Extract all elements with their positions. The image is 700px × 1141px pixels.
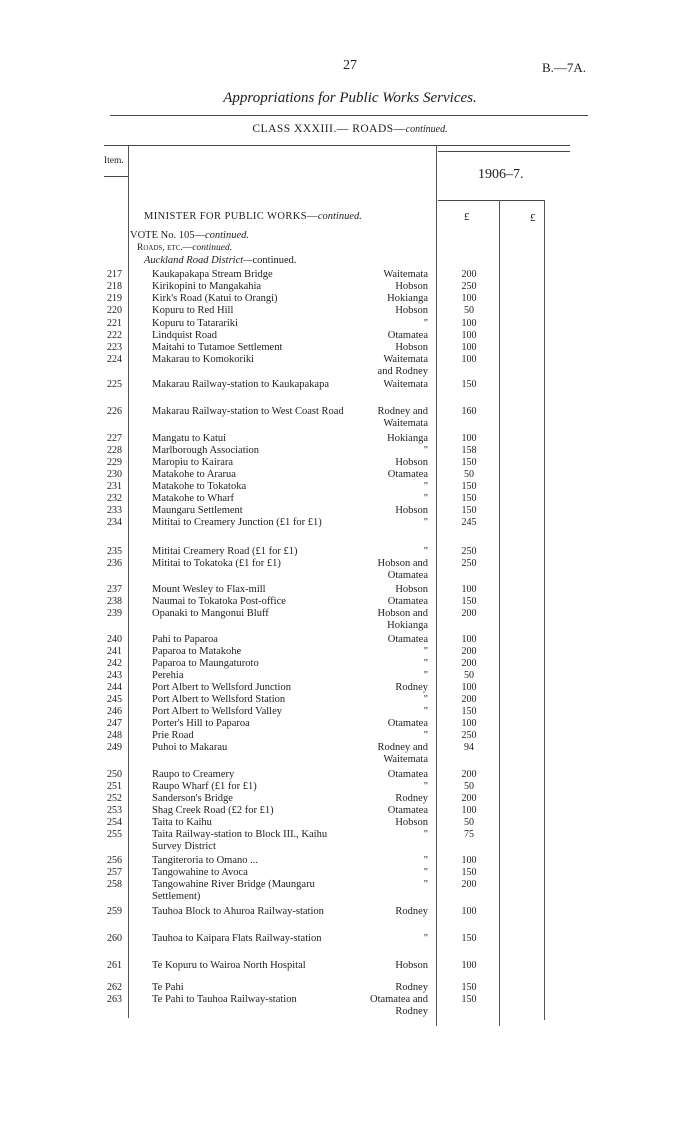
- road-name: Tauhoa to Kaipara Flats Railway-station: [152, 933, 322, 944]
- road-name: Mititai Creamery Road (£1 for £1): [152, 546, 298, 557]
- item-number: 254: [107, 817, 122, 828]
- amount: 150: [461, 379, 477, 390]
- road-name: Matakohe to Wharf: [152, 493, 235, 504]
- road-name: Prie Road: [152, 730, 194, 741]
- vote-heading-continued: continued.: [204, 230, 249, 241]
- item-number: 217: [107, 269, 122, 280]
- county: ": [423, 879, 428, 890]
- county: ": [423, 445, 428, 456]
- amount: 100: [461, 330, 477, 341]
- county: Hobson: [395, 342, 428, 353]
- item-number: 232: [107, 493, 122, 504]
- page-number: 27: [343, 58, 357, 73]
- county: Hobson and Hokianga: [377, 608, 428, 631]
- item-number: 241: [107, 646, 122, 657]
- amount: 200: [461, 879, 477, 890]
- item-number: 257: [107, 867, 122, 878]
- road-name: Marlborough Association: [152, 445, 260, 456]
- county: Hobson: [395, 584, 428, 595]
- road-name: Te Pahi: [152, 982, 184, 993]
- item-number: 240: [107, 634, 122, 645]
- item-number: 235: [107, 546, 122, 557]
- road-name: Port Albert to Wellsford Junction: [152, 682, 291, 693]
- road-name: Makarau Railway-station to West Coast Road: [152, 406, 344, 417]
- class-heading-continued: continued.: [405, 124, 448, 135]
- county: Waitemata: [383, 269, 428, 280]
- amount: 100: [461, 805, 477, 816]
- class-heading-text: CLASS XXXIII.— ROADS—: [252, 123, 406, 135]
- amount: 100: [461, 354, 477, 365]
- county: Hobson: [395, 960, 428, 971]
- road-name: Te Kopuru to Wairoa North Hospital: [152, 960, 306, 971]
- item-number: 256: [107, 855, 122, 866]
- road-name: Taita to Kaihu: [152, 817, 212, 828]
- road-name: Matakohe to Tokatoka: [152, 481, 247, 492]
- item-number: 236: [107, 558, 122, 569]
- road-name: Tangiteroria to Omano ...: [152, 855, 258, 866]
- county: ": [423, 318, 428, 329]
- amount: 50: [464, 305, 474, 316]
- amount: 100: [461, 855, 477, 866]
- item-header: Item.: [104, 156, 124, 166]
- amount: 158: [461, 445, 477, 456]
- item-number: 253: [107, 805, 122, 816]
- amount: 100: [461, 293, 477, 304]
- county: Hobson: [395, 817, 428, 828]
- road-name: Makarau Railway-station to Kaukapakapa: [152, 379, 329, 390]
- item-number: 223: [107, 342, 122, 353]
- county: Hokianga: [387, 293, 428, 304]
- road-name: Shag Creek Road (£2 for £1): [152, 805, 274, 816]
- document-reference: B.—7A.: [541, 60, 586, 75]
- item-number: 230: [107, 469, 122, 480]
- item-number: 252: [107, 793, 122, 804]
- amount: 50: [464, 781, 474, 792]
- county: ": [423, 829, 428, 840]
- road-name: Mount Wesley to Flax-mill: [152, 584, 266, 595]
- amount: 100: [461, 433, 477, 444]
- county: Otamatea: [387, 330, 428, 341]
- district-heading-text: Auckland Road District—: [144, 255, 253, 266]
- item-number: 234: [107, 517, 122, 528]
- amount: 200: [461, 608, 477, 619]
- item-number: 222: [107, 330, 122, 341]
- road-name: Paparoa to Matakohe: [152, 646, 242, 657]
- district-heading-continued: continued.: [252, 255, 297, 266]
- item-number: 250: [107, 769, 122, 780]
- amount: 100: [461, 960, 477, 971]
- amount: 200: [461, 658, 477, 669]
- year-header: 1906–7.: [478, 167, 524, 182]
- county: ": [423, 493, 428, 504]
- county: ": [423, 517, 428, 528]
- amount: 75: [464, 829, 474, 840]
- minister-heading-text: MINISTER FOR PUBLIC WORKS—: [144, 211, 318, 222]
- item-number: 219: [107, 293, 122, 304]
- item-number: 233: [107, 505, 122, 516]
- amount: 100: [461, 906, 477, 917]
- road-name: Makarau to Komokoriki: [152, 354, 255, 365]
- road-name: Matakohe to Ararua: [152, 469, 236, 480]
- amount: 200: [461, 646, 477, 657]
- minister-heading-continued: continued.: [317, 211, 362, 222]
- road-name: Mangatu to Katui: [152, 433, 227, 444]
- amount: 245: [461, 517, 477, 528]
- item-number: 221: [107, 318, 122, 329]
- county: ": [423, 481, 428, 492]
- road-name: Raupo to Creamery: [152, 769, 235, 780]
- road-name: Puhoi to Makarau: [152, 742, 228, 753]
- amount: 100: [461, 318, 477, 329]
- county: ": [423, 658, 428, 669]
- county: Otamatea: [387, 634, 428, 645]
- amount: 100: [461, 584, 477, 595]
- roads-heading-text: Roads, etc.—: [137, 243, 193, 253]
- amount: 150: [461, 982, 477, 993]
- amount: 250: [461, 546, 477, 557]
- amount: 50: [464, 670, 474, 681]
- county: Hobson: [395, 281, 428, 292]
- item-number: 238: [107, 596, 122, 607]
- road-name: Porter's Hill to Paparoa: [152, 718, 250, 729]
- item-number: 220: [107, 305, 122, 316]
- pound-header-total: £: [530, 212, 536, 224]
- county: Waitemata: [383, 379, 428, 390]
- county: ": [423, 670, 428, 681]
- item-number: 246: [107, 706, 122, 717]
- amount: 250: [461, 730, 477, 741]
- item-number: 243: [107, 670, 122, 681]
- amount: 150: [461, 493, 477, 504]
- road-name: Te Pahi to Tauhoa Railway-station: [152, 994, 297, 1005]
- county: Rodney and Waitemata: [377, 742, 428, 765]
- amount: 150: [461, 994, 477, 1005]
- amount: 200: [461, 269, 477, 280]
- road-name: Pahi to Paparoa: [152, 634, 218, 645]
- item-number: 261: [107, 960, 122, 971]
- item-number: 244: [107, 682, 122, 693]
- item-number: 224: [107, 354, 122, 365]
- amount: 200: [461, 793, 477, 804]
- county: Hokianga: [387, 433, 428, 444]
- amount: 100: [461, 682, 477, 693]
- amount: 150: [461, 505, 477, 516]
- county: ": [423, 867, 428, 878]
- county: ": [423, 694, 428, 705]
- county: ": [423, 646, 428, 657]
- amount: 100: [461, 634, 477, 645]
- road-name: Mititai to Tokatoka (£1 for £1): [152, 558, 281, 569]
- county: Hobson: [395, 457, 428, 468]
- amount: 150: [461, 867, 477, 878]
- road-name: Opanaki to Mangonui Bluff: [152, 608, 269, 619]
- county: Otamatea: [387, 769, 428, 780]
- county: ": [423, 781, 428, 792]
- item-number: 229: [107, 457, 122, 468]
- item-number: 263: [107, 994, 122, 1005]
- county: Hobson and Otamatea: [377, 558, 428, 581]
- amount: 250: [461, 281, 477, 292]
- county: ": [423, 730, 428, 741]
- item-number: 262: [107, 982, 122, 993]
- item-number: 239: [107, 608, 122, 619]
- amount: 150: [461, 933, 477, 944]
- road-name: Raupo Wharf (£1 for £1): [152, 781, 257, 792]
- road-name: Maropiu to Kairara: [152, 457, 234, 468]
- item-number: 259: [107, 906, 122, 917]
- amount: 94: [464, 742, 474, 753]
- county: ": [423, 855, 428, 866]
- county: ": [423, 546, 428, 557]
- item-number: 245: [107, 694, 122, 705]
- amount: 100: [461, 342, 477, 353]
- road-name: Perehia: [152, 670, 184, 681]
- item-number: 255: [107, 829, 122, 840]
- item-number: 225: [107, 379, 122, 390]
- road-name: Kirikopini to Mangakahia: [152, 281, 262, 292]
- road-name: Sanderson's Bridge: [152, 793, 233, 804]
- amount: 150: [461, 706, 477, 717]
- amount: 200: [461, 769, 477, 780]
- vote-heading-text: VOTE No. 105—: [130, 230, 205, 241]
- item-number: 260: [107, 933, 122, 944]
- item-number: 248: [107, 730, 122, 741]
- road-name: Mititai to Creamery Junction (£1 for £1): [152, 517, 322, 528]
- county: Otamatea: [387, 596, 428, 607]
- item-number: 228: [107, 445, 122, 456]
- county: Rodney: [395, 982, 428, 993]
- amount: 200: [461, 694, 477, 705]
- road-name: Maitahi to Tutamoe Settlement: [152, 342, 283, 353]
- item-number: 227: [107, 433, 122, 444]
- county: Rodney: [395, 906, 428, 917]
- county: ": [423, 933, 428, 944]
- county: Otamatea: [387, 469, 428, 480]
- item-number: 231: [107, 481, 122, 492]
- road-name: Taita Railway-station to Block III., Kaihu Survey District: [152, 829, 328, 852]
- county: Hobson: [395, 505, 428, 516]
- county: Rodney: [395, 793, 428, 804]
- item-number: 258: [107, 879, 122, 890]
- amount: 50: [464, 469, 474, 480]
- road-name: Kopuru to Red Hill: [152, 305, 234, 316]
- road-name: Lindquist Road: [152, 330, 218, 341]
- item-number: 237: [107, 584, 122, 595]
- county: Rodney and Waitemata: [377, 406, 428, 429]
- road-name: Tauhoa Block to Ahuroa Railway-station: [152, 906, 324, 917]
- county: Otamatea: [387, 805, 428, 816]
- county: Waitemata and Rodney: [377, 354, 428, 377]
- amount: 250: [461, 558, 477, 569]
- road-name: Kirk's Road (Katui to Orangi): [152, 293, 278, 304]
- county: Otamatea: [387, 718, 428, 729]
- item-number: 249: [107, 742, 122, 753]
- item-number: 226: [107, 406, 122, 417]
- pound-header-amount: £: [464, 211, 470, 223]
- amount: 100: [461, 718, 477, 729]
- road-name: Paparoa to Maungaturoto: [152, 658, 259, 669]
- road-name: Maungaru Settlement: [152, 505, 243, 516]
- amount: 150: [461, 457, 477, 468]
- road-name: Port Albert to Wellsford Station: [152, 694, 286, 705]
- road-name: Kaukapakapa Stream Bridge: [152, 269, 273, 280]
- road-name: Tangowahine River Bridge (Maungaru Settlement): [152, 879, 315, 902]
- road-name: Port Albert to Wellsford Valley: [152, 706, 283, 717]
- road-name: Tangowahine to Avoca: [152, 867, 248, 878]
- county: Otamatea and Rodney: [369, 994, 428, 1017]
- amount: 160: [461, 406, 477, 417]
- item-number: 242: [107, 658, 122, 669]
- item-number: 218: [107, 281, 122, 292]
- amount: 150: [461, 596, 477, 607]
- amount: 50: [464, 817, 474, 828]
- item-number: 247: [107, 718, 122, 729]
- item-number: 251: [107, 781, 122, 792]
- county: ": [423, 706, 428, 717]
- road-name: Kopuru to Tatarariki: [152, 318, 238, 329]
- county: Rodney: [395, 682, 428, 693]
- roads-heading-continued: continued.: [192, 243, 233, 253]
- road-name: Naumai to Tokatoka Post-office: [152, 596, 286, 607]
- running-title: Appropriations for Public Works Services.: [223, 90, 477, 106]
- amount: 150: [461, 481, 477, 492]
- county: Hobson: [395, 305, 428, 316]
